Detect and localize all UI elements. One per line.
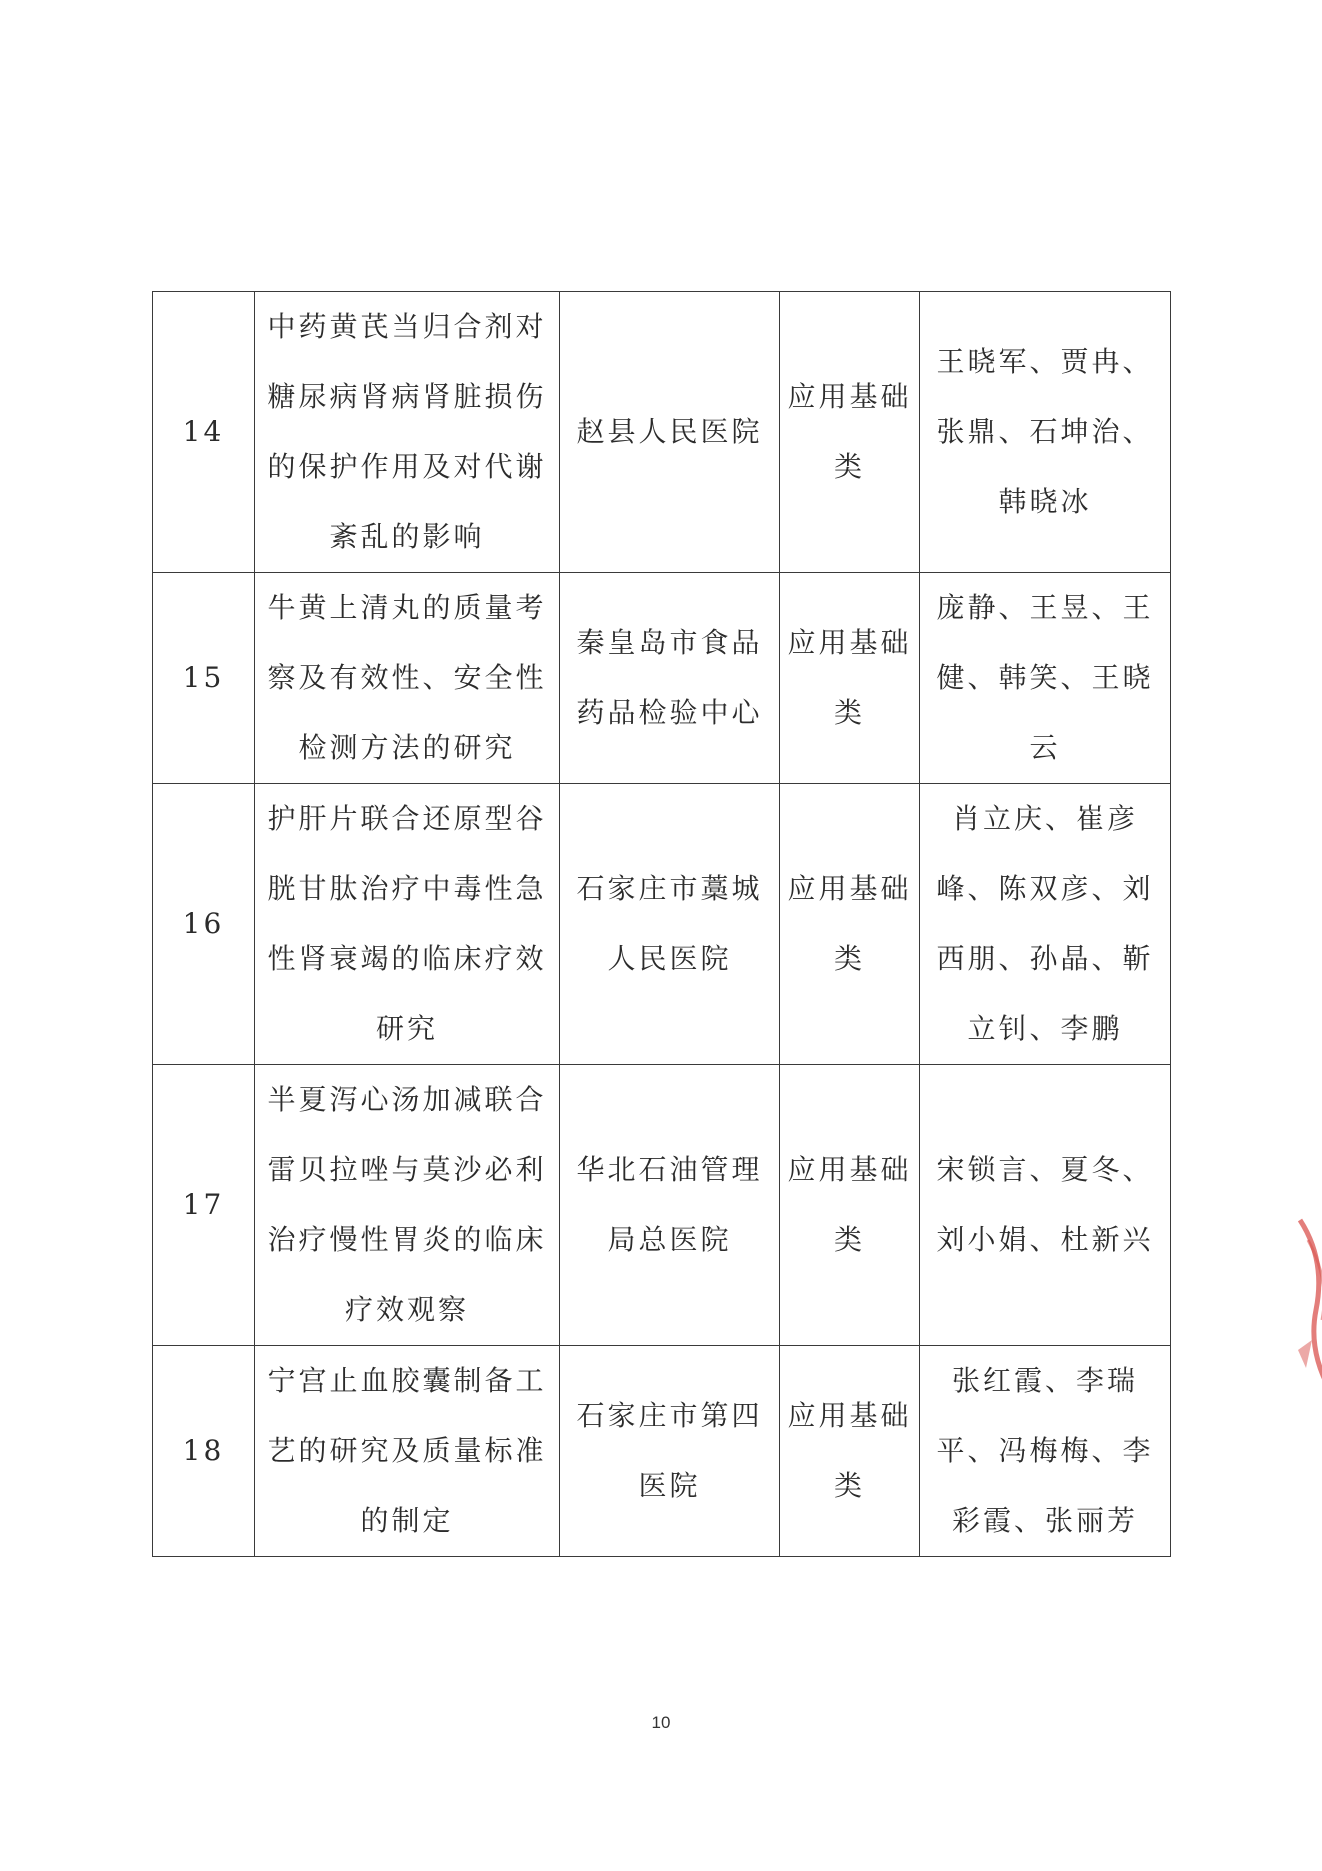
row-number: 18: [153, 1346, 255, 1557]
project-type: 应用基础类: [780, 1346, 920, 1557]
table-row: [153, 784, 1171, 1065]
project-title: 半夏泻心汤加减联合雷贝拉唑与莫沙必利治疗慢性胃炎的临床疗效观察: [255, 1065, 560, 1346]
page-number: 10: [651, 1713, 671, 1732]
project-members: 宋锁言、夏冬、刘小娟、杜新兴: [920, 1065, 1171, 1346]
table-row: [153, 1065, 1171, 1346]
row-number: 16: [153, 784, 255, 1065]
red-seal-edge-icon: [1290, 1200, 1322, 1400]
project-unit: 华北石油管理局总医院: [560, 1065, 780, 1346]
project-title: 牛黄上清丸的质量考察及有效性、安全性检测方法的研究: [255, 573, 560, 784]
project-members: 王晓军、贾冉、张鼎、石坤治、韩晓冰: [920, 292, 1171, 573]
project-members: 肖立庆、崔彦峰、陈双彦、刘西朋、孙晶、靳立钊、李鹏: [920, 784, 1171, 1065]
row-number: 14: [153, 292, 255, 573]
project-unit: 赵县人民医院: [560, 292, 780, 573]
table-row: [153, 1346, 1171, 1557]
project-members: 张红霞、李瑞平、冯梅梅、李彩霞、张丽芳: [920, 1346, 1171, 1557]
project-unit: 秦皇岛市食品药品检验中心: [560, 573, 780, 784]
project-type: 应用基础类: [780, 292, 920, 573]
project-members: 庞静、王昱、王健、韩笑、王晓云: [920, 573, 1171, 784]
project-type: 应用基础类: [780, 784, 920, 1065]
project-title: 中药黄芪当归合剂对糖尿病肾病肾脏损伤的保护作用及对代谢紊乱的影响: [255, 292, 560, 573]
projects-table: [152, 291, 1171, 1557]
table-row: [153, 292, 1171, 573]
project-title: 护肝片联合还原型谷胱甘肽治疗中毒性急性肾衰竭的临床疗效研究: [255, 784, 560, 1065]
table-row: [153, 573, 1171, 784]
project-title: 宁宫止血胶囊制备工艺的研究及质量标准的制定: [255, 1346, 560, 1557]
project-type: 应用基础类: [780, 573, 920, 784]
project-unit: 石家庄市第四医院: [560, 1346, 780, 1557]
row-number: 17: [153, 1065, 255, 1346]
project-type: 应用基础类: [780, 1065, 920, 1346]
row-number: 15: [153, 573, 255, 784]
project-unit: 石家庄市藁城人民医院: [560, 784, 780, 1065]
